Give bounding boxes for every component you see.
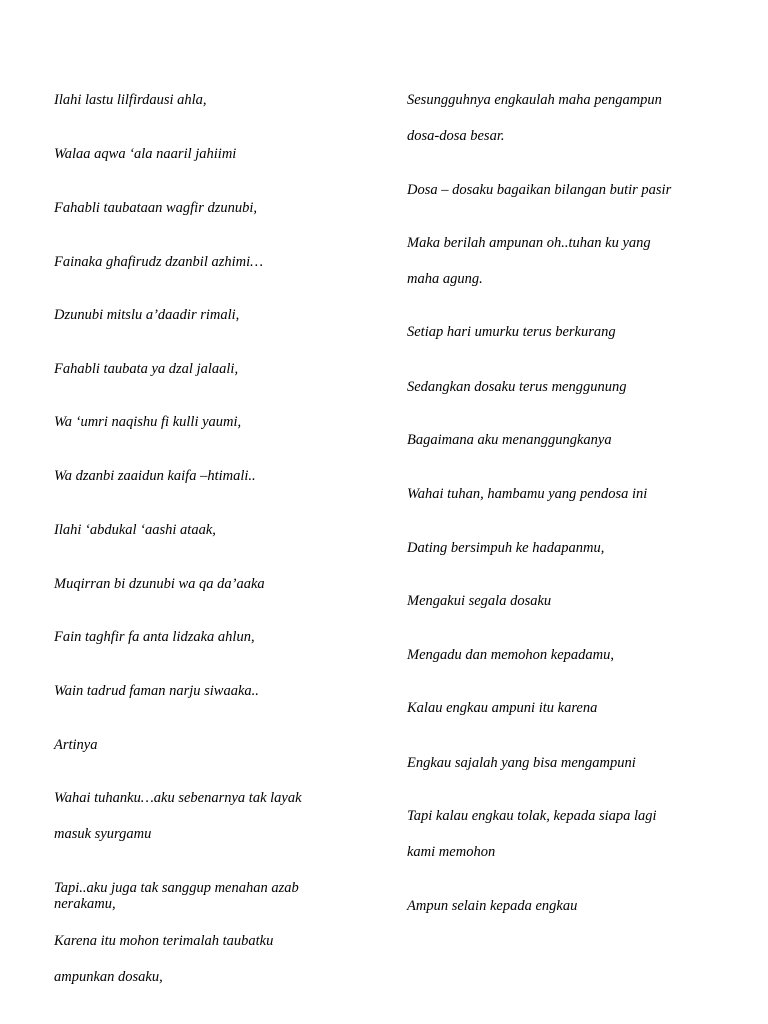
poem-line: Wa dzanbi zaaidun kaifa –htimali.. — [54, 468, 256, 484]
poem-line: Dating bersimpuh ke hadapanmu, — [407, 540, 605, 556]
poem-line: ampunkan dosaku, — [54, 969, 163, 985]
poem-line: Mengakui segala dosaku — [407, 593, 552, 609]
poem-line: Mengadu dan memohon kepadamu, — [407, 647, 614, 663]
poem-line: Tapi kalau engkau tolak, kepada siapa lagi — [407, 808, 657, 824]
poem-line: Fahabli taubataan wagfir dzunubi, — [54, 200, 258, 216]
poem-line: maha agung. — [407, 271, 483, 287]
poem-line: Fahabli taubata ya dzal jalaali, — [54, 361, 239, 377]
poem-line: Wahai tuhanku…aku sebenarnya tak layak — [54, 790, 302, 806]
poem-line: Ilahi lastu lilfirdausi ahla, — [54, 92, 207, 108]
poem-line: Bagaimana aku menanggungkanya — [407, 432, 612, 448]
poem-line: Tapi..aku juga tak sanggup menahan azab nerakamu, — [54, 880, 299, 912]
poem-line: Wahai tuhan, hambamu yang pendosa ini — [407, 486, 648, 502]
poem-line: dosa-dosa besar. — [407, 128, 505, 144]
poem-line: Wa ‘umri naqishu fi kulli yaumi, — [54, 414, 242, 430]
poem-line: Karena itu mohon terimalah taubatku — [54, 933, 274, 949]
poem-line: Fainaka ghafirudz dzanbil azhimi… — [54, 254, 264, 270]
poem-line: Sesungguhnya engkaulah maha pengampun — [407, 92, 662, 108]
poem-line: kami memohon — [407, 844, 496, 860]
poem-line: masuk syurgamu — [54, 826, 152, 842]
poem-line: Maka berilah ampunan oh..tuhan ku yang — [407, 235, 651, 251]
poem-line: Fain taghfir fa anta lidzaka ahlun, — [54, 629, 255, 645]
poem-line: Dosa – dosaku bagaikan bilangan butir pasir — [407, 182, 672, 198]
poem-line: Muqirran bi dzunubi wa qa da’aaka — [54, 576, 265, 592]
poem-line: Sedangkan dosaku terus menggunung — [407, 379, 627, 395]
poem-line: Ampun selain kepada engkau — [407, 898, 578, 914]
poem-line: Kalau engkau ampuni itu karena — [407, 700, 598, 716]
poem-line: Dzunubi mitslu a’daadir rimali, — [54, 307, 240, 323]
poem-line: Wain tadrud faman narju siwaaka.. — [54, 683, 259, 699]
section-heading: Artinya — [54, 737, 98, 753]
poem-line: Ilahi ‘abdukal ‘aashi ataak, — [54, 522, 216, 538]
poem-line: Engkau sajalah yang bisa mengampuni — [407, 755, 636, 771]
poem-line: Setiap hari umurku terus berkurang — [407, 324, 616, 340]
poem-line: Walaa aqwa ‘ala naaril jahiimi — [54, 146, 237, 162]
